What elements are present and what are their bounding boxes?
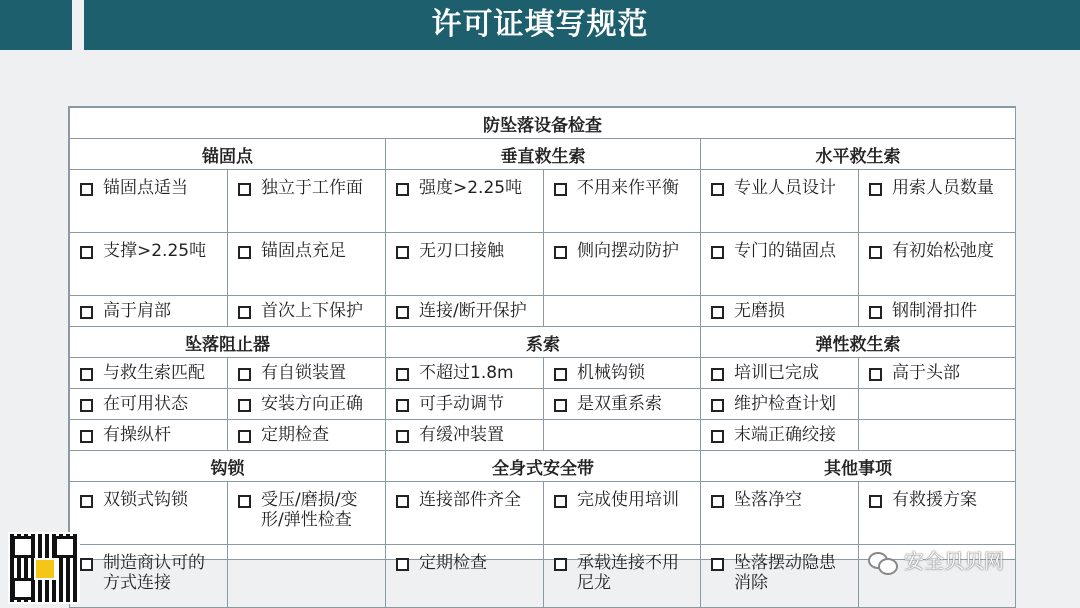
checkbox-icon[interactable] bbox=[711, 368, 724, 381]
checkbox-icon[interactable] bbox=[396, 246, 409, 259]
checkbox-icon[interactable] bbox=[396, 399, 409, 412]
checklist-item-label: 在可用状态 bbox=[103, 394, 188, 414]
checkbox-icon[interactable] bbox=[711, 430, 724, 443]
checklist-item[interactable] bbox=[76, 241, 221, 261]
checklist-cell bbox=[228, 389, 386, 420]
checklist-cell bbox=[701, 482, 859, 545]
checkbox-icon[interactable] bbox=[238, 306, 251, 319]
checklist-item-label: 有操纵杆 bbox=[103, 425, 171, 445]
checklist-item-label: 坠落净空 bbox=[734, 490, 802, 510]
checklist-item[interactable] bbox=[234, 241, 379, 261]
checklist-cell bbox=[544, 358, 701, 389]
checkbox-icon[interactable] bbox=[238, 183, 251, 196]
checklist-item-label: 与救生索匹配 bbox=[103, 363, 205, 383]
checklist-item-label: 无磨损 bbox=[734, 301, 785, 321]
checklist-cell bbox=[701, 389, 859, 420]
checklist-cell bbox=[386, 420, 544, 451]
checklist-item[interactable] bbox=[234, 490, 379, 530]
checklist-cell bbox=[228, 233, 386, 296]
checkbox-icon[interactable] bbox=[80, 430, 93, 443]
checklist-item-label: 完成使用培训 bbox=[577, 490, 679, 510]
checklist-item-label: 有救援方案 bbox=[892, 490, 977, 510]
checklist-item-label: 坠落摆动隐患消除 bbox=[734, 553, 836, 593]
checklist-item[interactable] bbox=[76, 178, 221, 198]
page-title: 许可证填写规范 bbox=[431, 7, 649, 42]
checklist-cell bbox=[70, 389, 228, 420]
checklist-item[interactable] bbox=[707, 178, 852, 198]
checkbox-icon[interactable] bbox=[869, 246, 882, 259]
checklist-item[interactable] bbox=[234, 363, 379, 383]
checkbox-icon[interactable] bbox=[80, 246, 93, 259]
checklist-cell bbox=[386, 296, 544, 327]
checklist-item-label: 不用来作平衡 bbox=[577, 178, 679, 198]
checklist-item[interactable] bbox=[76, 553, 221, 593]
checklist-item-label: 首次上下保护 bbox=[261, 301, 363, 321]
checklist-item[interactable] bbox=[234, 425, 379, 445]
checklist-item-label: 支撑>2.25吨 bbox=[103, 241, 207, 261]
section-heading: 坠落阻止器 bbox=[70, 327, 386, 358]
checklist-item[interactable] bbox=[707, 490, 852, 510]
checklist-cell bbox=[544, 233, 701, 296]
checklist-item[interactable] bbox=[234, 394, 379, 414]
checklist-item[interactable] bbox=[234, 301, 379, 321]
checkbox-icon[interactable] bbox=[554, 368, 567, 381]
checklist-item-label: 独立于工作面 bbox=[261, 178, 363, 198]
qr-finder-pattern bbox=[12, 536, 34, 558]
checklist-cell bbox=[70, 420, 228, 451]
checklist-cell bbox=[544, 482, 701, 545]
checklist-item[interactable] bbox=[392, 425, 537, 445]
checklist-cell bbox=[701, 296, 859, 327]
checklist-item[interactable] bbox=[76, 301, 221, 321]
section-heading: 水平救生索 bbox=[701, 139, 1016, 170]
checklist-item[interactable] bbox=[550, 490, 694, 510]
checklist-item-label: 高于头部 bbox=[892, 363, 960, 383]
checklist-cell bbox=[701, 170, 859, 233]
checklist-item-label: 双锁式钩锁 bbox=[103, 490, 188, 510]
checklist-item[interactable] bbox=[392, 490, 537, 510]
checklist-cell bbox=[544, 170, 701, 233]
section-header-row bbox=[70, 139, 1016, 170]
checklist-cell bbox=[544, 420, 701, 451]
checklist-cell bbox=[859, 233, 1016, 296]
checklist-item[interactable] bbox=[707, 425, 852, 445]
checklist-item[interactable] bbox=[865, 178, 1009, 198]
section-header-row bbox=[70, 327, 1016, 358]
checklist-item-label: 机械钩锁 bbox=[577, 363, 645, 383]
table-row bbox=[70, 296, 1016, 327]
checklist-item-label: 定期检查 bbox=[419, 553, 487, 573]
checkbox-icon[interactable] bbox=[554, 558, 567, 571]
checklist-cell bbox=[228, 358, 386, 389]
section-heading: 弹性救生索 bbox=[701, 327, 1016, 358]
checklist-cell bbox=[859, 170, 1016, 233]
checkbox-icon[interactable] bbox=[711, 306, 724, 319]
checklist-cell bbox=[386, 233, 544, 296]
checklist-cell bbox=[228, 420, 386, 451]
title-bar-gap bbox=[72, 0, 84, 50]
checkbox-icon[interactable] bbox=[80, 183, 93, 196]
checkbox-icon[interactable] bbox=[869, 306, 882, 319]
wechat-icon bbox=[868, 550, 898, 572]
checkbox-icon[interactable] bbox=[238, 495, 251, 508]
qr-code-image bbox=[8, 532, 80, 604]
checkbox-icon[interactable] bbox=[396, 306, 409, 319]
checkbox-icon[interactable] bbox=[869, 183, 882, 196]
checkbox-icon[interactable] bbox=[238, 246, 251, 259]
checklist-cell bbox=[701, 358, 859, 389]
checklist-item-label: 受压/磨损/变形/弹性检查 bbox=[261, 490, 358, 530]
checklist-item-label: 锚固点充足 bbox=[261, 241, 346, 261]
qr-finder-pattern bbox=[54, 536, 76, 558]
checklist-cell bbox=[859, 358, 1016, 389]
checkbox-icon[interactable] bbox=[554, 246, 567, 259]
table-row bbox=[70, 389, 1016, 420]
checklist-cell bbox=[859, 389, 1016, 420]
checklist-cell bbox=[70, 482, 228, 545]
checklist-item[interactable] bbox=[707, 363, 852, 383]
section-heading: 全身式安全带 bbox=[386, 451, 701, 482]
table-row bbox=[70, 420, 1016, 451]
checklist-cell bbox=[70, 170, 228, 233]
qr-finder-pattern bbox=[12, 578, 34, 600]
checklist-item-label: 安装方向正确 bbox=[261, 394, 363, 414]
checkbox-icon[interactable] bbox=[869, 368, 882, 381]
checkbox-icon[interactable] bbox=[238, 430, 251, 443]
qr-center-logo bbox=[34, 558, 56, 580]
section-heading: 系索 bbox=[386, 327, 701, 358]
checklist-item-label: 无刃口接触 bbox=[419, 241, 504, 261]
checklist-item[interactable] bbox=[707, 394, 852, 414]
checklist-item-label: 用索人员数量 bbox=[892, 178, 994, 198]
checklist-item-label: 是双重系索 bbox=[577, 394, 662, 414]
table-row bbox=[70, 482, 1016, 545]
checklist-cell bbox=[228, 545, 386, 608]
checklist-item[interactable] bbox=[76, 425, 221, 445]
checklist-item-label: 连接部件齐全 bbox=[419, 490, 521, 510]
checkbox-icon[interactable] bbox=[396, 183, 409, 196]
checkbox-icon[interactable] bbox=[396, 558, 409, 571]
checklist-item[interactable] bbox=[865, 490, 1009, 510]
checklist-item[interactable] bbox=[392, 178, 537, 198]
checklist-item[interactable] bbox=[707, 301, 852, 321]
checklist-item-label: 末端正确绞接 bbox=[734, 425, 836, 445]
checkbox-icon[interactable] bbox=[80, 399, 93, 412]
checklist-item[interactable] bbox=[550, 363, 694, 383]
checkbox-icon[interactable] bbox=[869, 495, 882, 508]
section-header-row bbox=[70, 451, 1016, 482]
checkbox-icon[interactable] bbox=[80, 306, 93, 319]
checklist-item[interactable] bbox=[392, 363, 537, 383]
watermark-text: 安全贝贝网 bbox=[904, 549, 1004, 573]
checkbox-icon[interactable] bbox=[80, 558, 93, 571]
checklist-item[interactable] bbox=[707, 241, 852, 261]
checkbox-icon[interactable] bbox=[554, 399, 567, 412]
checklist-item[interactable] bbox=[392, 241, 537, 261]
checklist-item[interactable] bbox=[707, 553, 852, 593]
checklist-item[interactable] bbox=[550, 394, 694, 414]
checklist-item-label: 制造商认可的方式连接 bbox=[103, 553, 205, 593]
checkbox-icon[interactable] bbox=[80, 495, 93, 508]
checklist-cell bbox=[544, 545, 701, 608]
checklist-cell bbox=[859, 482, 1016, 545]
checklist-cell bbox=[70, 296, 228, 327]
checklist-item[interactable] bbox=[76, 363, 221, 383]
checkbox-icon[interactable] bbox=[711, 246, 724, 259]
checklist-item-label: 可手动调节 bbox=[419, 394, 504, 414]
checklist-item-label: 专业人员设计 bbox=[734, 178, 836, 198]
checklist-item[interactable] bbox=[392, 394, 537, 414]
table-row bbox=[70, 358, 1016, 389]
checklist-cell bbox=[701, 420, 859, 451]
checklist-item[interactable] bbox=[550, 241, 694, 261]
checklist-item[interactable] bbox=[76, 394, 221, 414]
watermark bbox=[868, 546, 1004, 576]
title-bar-left-block bbox=[0, 0, 72, 50]
checklist-item-label: 高于肩部 bbox=[103, 301, 171, 321]
checkbox-icon[interactable] bbox=[396, 368, 409, 381]
checklist-table bbox=[69, 107, 1016, 608]
checklist-cell bbox=[228, 482, 386, 545]
checklist-item-label: 有自锁装置 bbox=[261, 363, 346, 383]
checklist-item-label: 有缓冲装置 bbox=[419, 425, 504, 445]
checklist-cell bbox=[701, 233, 859, 296]
checklist-item[interactable] bbox=[865, 301, 1009, 321]
checklist-cell bbox=[859, 296, 1016, 327]
checklist-item[interactable] bbox=[865, 241, 1009, 261]
checkbox-icon[interactable] bbox=[554, 495, 567, 508]
checklist-item[interactable] bbox=[392, 301, 537, 321]
checkbox-icon[interactable] bbox=[711, 495, 724, 508]
checklist-item[interactable] bbox=[865, 363, 1009, 383]
checkbox-icon[interactable] bbox=[80, 368, 93, 381]
checklist-cell bbox=[386, 389, 544, 420]
checklist-cell bbox=[70, 545, 228, 608]
section-heading: 钩锁 bbox=[70, 451, 386, 482]
checkbox-icon[interactable] bbox=[396, 430, 409, 443]
checklist-item[interactable] bbox=[550, 178, 694, 198]
checklist-cell bbox=[859, 420, 1016, 451]
checklist-item[interactable] bbox=[550, 553, 694, 593]
checklist-item-label: 侧向摆动防护 bbox=[577, 241, 679, 261]
section-heading: 锚固点 bbox=[70, 139, 386, 170]
checkbox-icon[interactable] bbox=[711, 183, 724, 196]
checklist-cell bbox=[228, 296, 386, 327]
checklist-item-label: 连接/断开保护 bbox=[419, 301, 527, 321]
checklist-item-label: 不超过1.8m bbox=[419, 363, 514, 383]
checkbox-icon[interactable] bbox=[554, 183, 567, 196]
checklist-item-label: 锚固点适当 bbox=[103, 178, 188, 198]
checklist-item[interactable] bbox=[234, 178, 379, 198]
checklist-cell bbox=[386, 358, 544, 389]
title-bar bbox=[0, 0, 1080, 50]
table-row bbox=[70, 233, 1016, 296]
checklist-cell bbox=[544, 296, 701, 327]
checklist-item-label: 钢制滑扣件 bbox=[892, 301, 977, 321]
checklist-item-label: 培训已完成 bbox=[734, 363, 819, 383]
checklist-item-label: 承载连接不用尼龙 bbox=[577, 553, 679, 593]
section-heading: 垂直救生索 bbox=[386, 139, 701, 170]
checklist-cell bbox=[228, 170, 386, 233]
checklist-item-label: 维护检查计划 bbox=[734, 394, 836, 414]
checkbox-icon[interactable] bbox=[711, 399, 724, 412]
checklist-item-label: 专门的锚固点 bbox=[734, 241, 836, 261]
checklist-cell bbox=[70, 358, 228, 389]
table-row bbox=[70, 170, 1016, 233]
checklist-item[interactable] bbox=[76, 490, 221, 510]
checklist-cell bbox=[701, 545, 859, 608]
checklist-cell bbox=[386, 170, 544, 233]
checkbox-icon[interactable] bbox=[396, 495, 409, 508]
checklist-item-label: 强度>2.25吨 bbox=[419, 178, 523, 198]
checkbox-icon[interactable] bbox=[238, 399, 251, 412]
checklist-cell bbox=[386, 545, 544, 608]
checklist-cell bbox=[70, 233, 228, 296]
checkbox-icon[interactable] bbox=[238, 368, 251, 381]
checklist-item-label: 定期检查 bbox=[261, 425, 329, 445]
checklist-item[interactable] bbox=[392, 553, 537, 573]
checkbox-icon[interactable] bbox=[711, 558, 724, 571]
checklist-cell bbox=[544, 389, 701, 420]
checklist-item-label: 有初始松弛度 bbox=[892, 241, 994, 261]
table-title: 防坠落设备检查 bbox=[70, 108, 1016, 139]
checklist-cell bbox=[386, 482, 544, 545]
section-heading: 其他事项 bbox=[701, 451, 1016, 482]
